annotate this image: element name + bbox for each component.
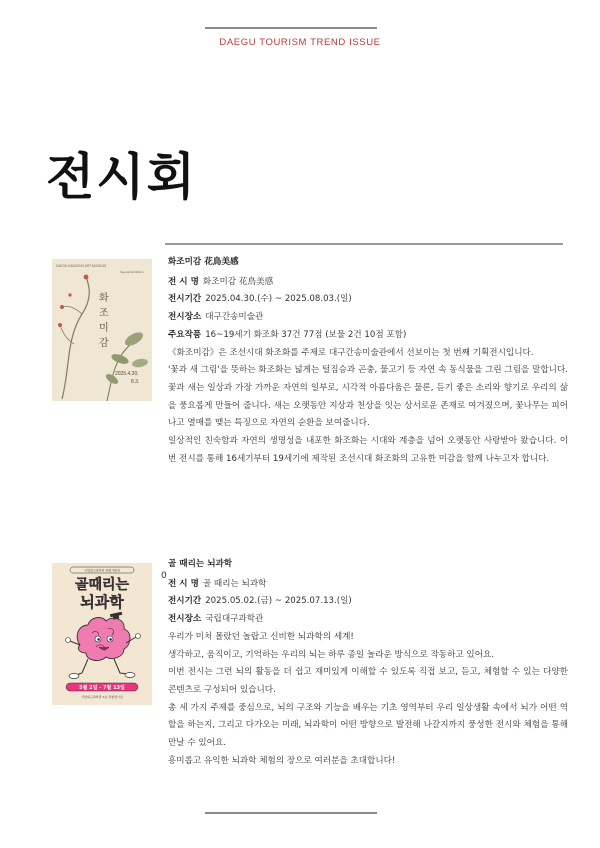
exhibition-brain (168, 556, 568, 770)
description-paragraph: 이번 전시는 그런 뇌의 활동을 더 쉽고 재미있게 이해할 수 있도록 직접 보고, 듣고, 체험할 수 있는 다양한 콘텐츠로 구성되어 있습니다. (168, 667, 568, 695)
exhibition-title: 화조미감 花鳥美感 (168, 257, 239, 267)
description-paragraph: 우리가 미처 몰랐던 놀랍고 신비한 뇌과학의 세계! (168, 631, 354, 642)
poster-artwork (52, 563, 152, 705)
poster-bottom-text: 국립대구과학관 1층 특별전시실 (81, 695, 123, 699)
field-value: 골 때리는 뇌과학 (202, 578, 267, 589)
field-value: 2025.04.30.(수) ~ 2025.08.03.(일) (205, 294, 352, 305)
poster-artwork (52, 259, 152, 401)
field-label: 전시장소 (168, 614, 202, 625)
description-paragraph: 총 세 가지 주제를 중심으로, 뇌의 구조와 기능을 배우는 기초 영역부터 우리 일상생활 속에서 뇌가 어떤 역할을 하는지, 그리고 다가오는 미래, 뇌과학이 어떤 방향으로 발전해 나갈지까지 풍성한 전시와 체험을 통해 만날 수 있어요. (168, 702, 568, 749)
field-name (168, 274, 568, 292)
exhibition-poster-hwajo (52, 259, 152, 401)
field-label: 전시기간 (168, 294, 202, 305)
poster-top-text: DAEGU KANSONG ART MUSEUM (56, 264, 107, 268)
field-label: 전시장소 (168, 312, 202, 323)
issue-header: DAEGU TOURISM TREND ISSUE (219, 37, 381, 48)
field-venue (168, 309, 568, 327)
title-divider (165, 243, 563, 245)
field-venue (168, 611, 568, 629)
description-paragraph: 흥미롭고 유익한 뇌과학 체험의 장으로 여러분을 초대합니다! (168, 755, 396, 766)
field-works (168, 327, 568, 345)
field-period (168, 291, 568, 309)
field-label: 전 시 명 (168, 578, 199, 589)
poster-date-text: 2025.4.30. (115, 371, 139, 377)
poster-date-text: 5월 2일 - 7월 13일 (79, 685, 125, 691)
description-paragraph: 《화조미감》은 조선시대 화조화를 주제로 대구간송미술관에서 선보이는 첫 번째 기획전시입니다. (168, 347, 534, 358)
exhibition-poster-brain (52, 563, 152, 705)
field-value: 16~19세기 화조화 37건 77점 (보물 2건 10점 포함) (205, 329, 407, 340)
page-title: 전시회 (46, 148, 197, 206)
field-value: 국립대구과학관 (205, 614, 264, 625)
field-value: 대구간송미술관 (205, 312, 264, 323)
exhibition-title: 골 때리는 뇌과학 (168, 559, 233, 569)
field-label: 전시기간 (168, 596, 202, 607)
field-period (168, 593, 568, 611)
poster-title-char-4: 감 (99, 338, 109, 349)
field-label: 전 시 명 (168, 276, 199, 287)
top-rule (205, 27, 377, 29)
exhibition-hwajo (168, 254, 568, 468)
stray-mark: 0 (161, 571, 167, 581)
field-name (168, 576, 568, 594)
poster-title-char-1: 화 (99, 293, 109, 304)
poster-date-text-2: 8.3. (131, 379, 140, 385)
poster-top-text: 국립대구과학관 특별기획전 (84, 568, 120, 573)
poster-title-char-2: 조 (99, 308, 109, 319)
field-value: 화조미감 花鳥美感 (202, 276, 274, 287)
description-paragraph: 일상적인 친숙함과 자연의 생명성을 내포한 화조화는 시대와 계층을 넘어 오랫동안 사랑받아 왔습니다. 이번 전시를 통해 16세기부터 19세기에 제작된 조선시대 화조화의 고유한 미감을 함께 나누고자 합니다. (168, 436, 568, 464)
field-label: 주요작품 (168, 329, 202, 340)
bottom-rule (205, 812, 377, 814)
description-paragraph: 생각하고, 움직이고, 기억하는 우리의 뇌는 하루 종일 놀라운 방식으로 작동하고 있어요. (168, 649, 495, 660)
poster-title-line1: 골때리는 (74, 577, 130, 593)
poster-title-line2: 뇌과학 (80, 593, 124, 611)
field-value: 2025.05.02.(금) ~ 2025.07.13.(일) (205, 596, 352, 607)
description-paragraph: '꽃과 새 그림'을 뜻하는 화조화는 넓게는 털짐승과 곤충, 물고기 등 자연 속 동식물을 그린 그림을 말합니다. 꽃과 새는 일상과 가장 가까운 자연의 일부로, 시각적 아름다움은 물론, 듣기 좋은 소리와 향기로 우리의 삶을 풍요롭게 만들어 줍니다. 새는 오랫동안 지상과 천상을 잇는 상서로운 존재로 여겨졌으며, 꽃나무는 피어나고 열매를 맺는 특징으로 자연의 순환을 보여줍니다. (168, 365, 568, 429)
poster-title-char-3: 미 (99, 323, 109, 334)
poster-right-text: Special Exhibition (120, 270, 144, 274)
